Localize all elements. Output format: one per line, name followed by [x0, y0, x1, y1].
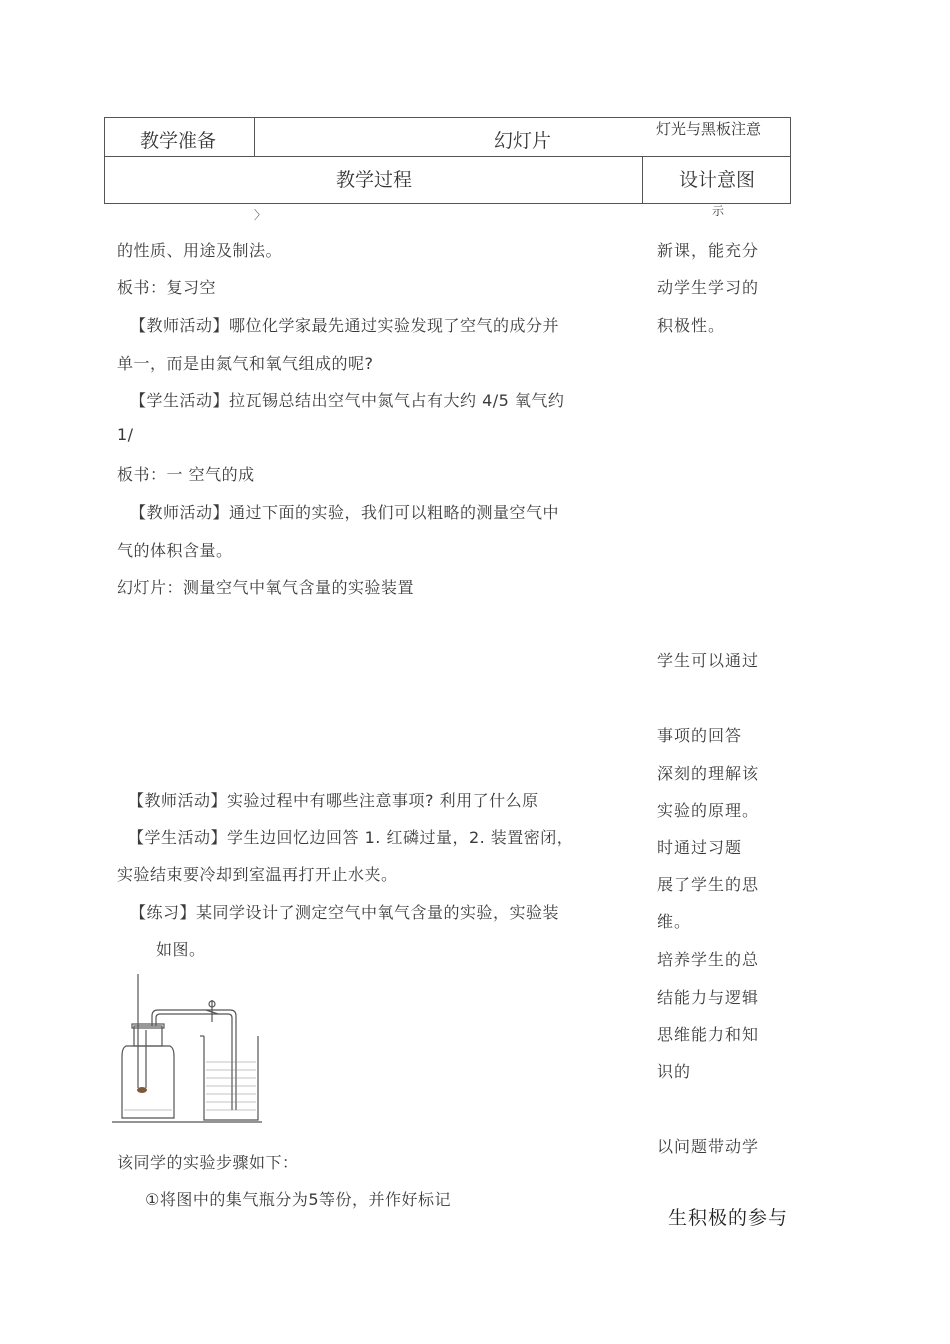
text-line: 板书：复习空	[117, 278, 217, 297]
apparatus-figure	[112, 970, 262, 1130]
text-line: 【练习】某同学设计了测定空气中氧气含量的实验，实验装	[130, 903, 560, 922]
intent-line: 实验的原理。	[657, 801, 760, 820]
text-line: 气的体积含量。	[117, 541, 233, 560]
text-line: 【教师活动】通过下面的实验，我们可以粗略的测量空气中	[130, 503, 560, 522]
process-label: 教学过程	[336, 169, 413, 191]
text-line: ①将图中的集气瓶分为5等份，并作好标记	[145, 1190, 452, 1209]
intent-line: 新课，能充分	[657, 241, 760, 260]
prep-note: 灯光与黑板注意	[656, 120, 762, 138]
intent-line: 维。	[657, 912, 692, 931]
intent-line: 事项的回答	[657, 726, 743, 745]
text-line: 【学生活动】学生边回忆边回答 1. 红磷过量，2. 装置密闭，	[128, 828, 574, 847]
intent-line: 动学生学习的	[657, 278, 760, 297]
text-line: 【学生活动】拉瓦锡总结出空气中氮气占有大约 4/5 氧气约	[130, 391, 565, 410]
text-line: 【教师活动】哪位化学家最先通过实验发现了空气的成分并	[130, 316, 560, 335]
text-line: 该同学的实验步骤如下：	[117, 1153, 299, 1172]
prep-divider	[254, 117, 255, 157]
intent-label: 设计意图	[679, 169, 756, 191]
process-divider	[642, 156, 643, 204]
text-line: 幻灯片：测量空气中氧气含量的实验装置	[117, 578, 415, 597]
intent-line: 时通过习题	[657, 838, 743, 857]
intent-line: 展了学生的思	[657, 875, 760, 894]
intent-line: 结能力与逻辑	[657, 988, 760, 1007]
prep-label: 教学准备	[140, 130, 217, 152]
text-line: 〉	[254, 208, 267, 222]
text-line: 1/	[117, 425, 134, 444]
intent-line: 示	[712, 204, 726, 218]
text-line: 单一，而是由氮气和氧气组成的呢?	[117, 354, 374, 373]
intent-line: 积极性。	[657, 316, 726, 335]
intent-line: 培养学生的总	[657, 950, 760, 969]
text-line: 如图。	[156, 940, 206, 959]
intent-line: 学生可以通过	[657, 651, 760, 670]
intent-line: 生积极的参与	[668, 1207, 789, 1229]
intent-line: 思维能力和知	[657, 1025, 760, 1044]
text-line: 【教师活动】实验过程中有哪些注意事项? 利用了什么原	[128, 791, 539, 810]
text-line: 的性质、用途及制法。	[117, 241, 283, 260]
intent-line: 以问题带动学	[657, 1137, 760, 1156]
text-line: 板书：一 空气的成	[117, 465, 255, 484]
prep-value: 幻灯片	[494, 130, 552, 152]
intent-line: 深刻的理解该	[657, 764, 760, 783]
text-line: 实验结束要冷却到室温再打开止水夹。	[117, 865, 398, 884]
intent-line: 识的	[657, 1062, 692, 1081]
